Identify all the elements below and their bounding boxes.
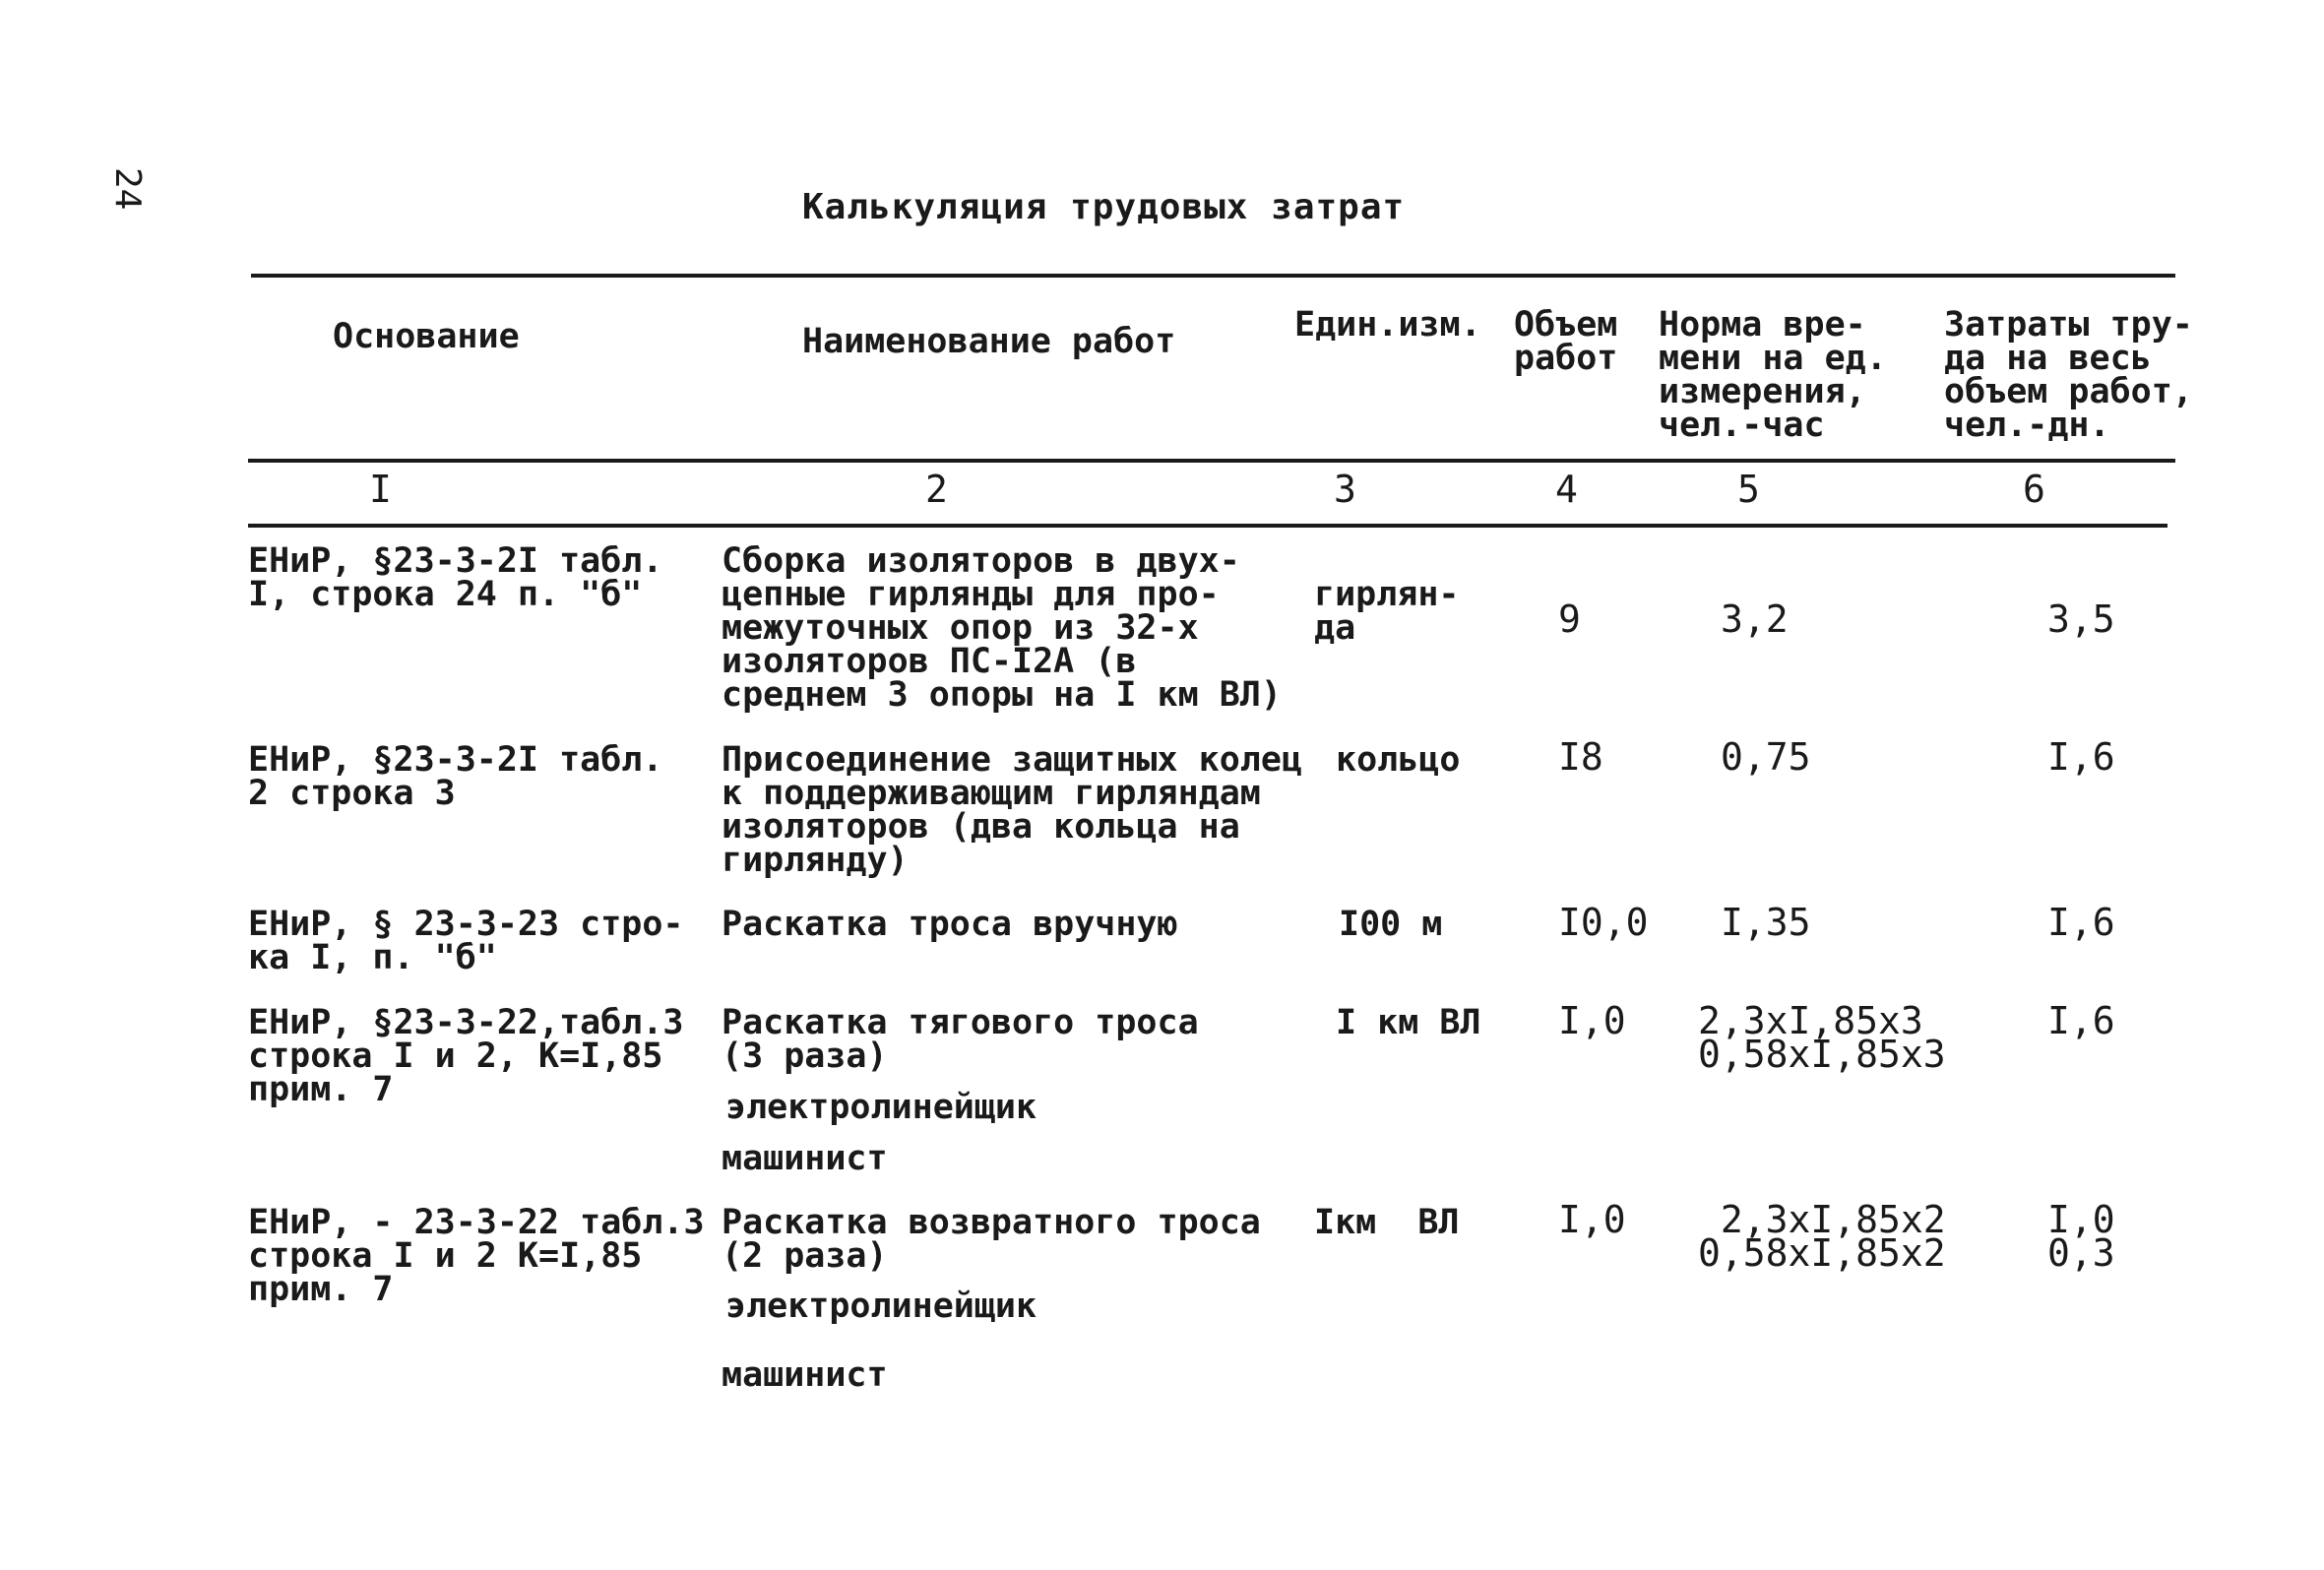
row5-unit: Iкм ВЛ (1314, 1203, 1460, 1242)
row2-basis: ЕНиР, §23-3-2I табл. 2 строка 3 (248, 740, 663, 813)
row5-norm: 2,3хI,85х2 0,58хI,85х2 (1698, 1198, 1946, 1275)
header-unit: Един.изм. (1294, 305, 1481, 345)
colnum-3: 3 (1334, 468, 1356, 511)
row1-cost: 3,5 (2047, 597, 2115, 641)
row4-work-machinist: машинист (722, 1139, 888, 1178)
colnum-6: 6 (2023, 468, 2045, 511)
row5-basis: ЕНиР, - 23-3-22 табл.3 строка I и 2 К=I,85 прим. 7 (248, 1203, 705, 1309)
row5-work-electrician: электролинейщик (725, 1287, 1037, 1326)
row3-volume: I0,0 (1558, 901, 1649, 944)
row4-cost: I,6 (2047, 999, 2115, 1042)
row1-norm: 3,2 (1721, 597, 1789, 641)
row2-work: Присоединение защитных колец к поддерживающим гирляндам изоляторов (два кольца на гирлянду) (722, 740, 1303, 880)
row4-basis: ЕНиР, §23-3-22,табл.3 строка I и 2, К=I,85 прим. 7 (248, 1003, 684, 1109)
row4-norm: 2,3хI,85х3 0,58хI,85х3 (1698, 999, 1946, 1076)
row3-norm: I,35 (1721, 901, 1811, 944)
colnum-2: 2 (925, 468, 948, 511)
header-basis: Основание (333, 317, 520, 356)
row5-work-machinist: машинист (722, 1355, 888, 1395)
row2-norm: 0,75 (1721, 735, 1811, 779)
page-number: 24 (107, 167, 148, 211)
colnum-4: 4 (1555, 468, 1578, 511)
row5-work: Раскатка возвратного троса (2 раза) (722, 1203, 1261, 1276)
page-title: Калькуляция трудовых затрат (802, 187, 1406, 227)
row5-volume: I,0 (1558, 1198, 1626, 1241)
colnum-5: 5 (1737, 468, 1760, 511)
header-norm: Норма вре- мени на ед. измерения, чел.-час (1659, 305, 1887, 445)
row2-cost: I,6 (2047, 735, 2115, 779)
colnum-bottom-rule (248, 524, 2167, 528)
row3-unit: I00 м (1339, 905, 1443, 944)
row2-unit: кольцо (1336, 740, 1461, 780)
row4-volume: I,0 (1558, 999, 1626, 1042)
row3-cost: I,6 (2047, 901, 2115, 944)
row4-work: Раскатка тягового троса (3 раза) (722, 1003, 1199, 1076)
row1-unit: гирлян- да (1314, 575, 1460, 648)
row1-volume: 9 (1558, 597, 1581, 641)
row2-volume: I8 (1558, 735, 1603, 779)
row3-basis: ЕНиР, § 23-3-23 стро- ка I, п. "б" (248, 905, 684, 977)
header-work-name: Наименование работ (802, 322, 1176, 361)
row4-work-electrician: электролинейщик (725, 1088, 1037, 1127)
header-top-rule (251, 274, 2175, 278)
header-labor-cost: Затраты тру- да на весь объем работ, чел.-дн. (1944, 305, 2193, 445)
header-volume: Объем работ (1514, 305, 1618, 378)
colnum-1: I (369, 468, 392, 511)
row3-work: Раскатка троса вручную (722, 905, 1178, 944)
row1-basis: ЕНиР, §23-3-2I табл. I, строка 24 п. "б" (248, 541, 663, 614)
row1-work: Сборка изоляторов в двух- цепные гирлянды для про- межуточных опор из 32-х изоляторов ПС-I2А (в среднем 3 опоры на I км ВЛ) (722, 541, 1282, 715)
header-bottom-rule (248, 459, 2175, 463)
row4-unit: I км ВЛ (1336, 1003, 1481, 1042)
row5-cost: I,0 0,3 (2047, 1198, 2115, 1275)
